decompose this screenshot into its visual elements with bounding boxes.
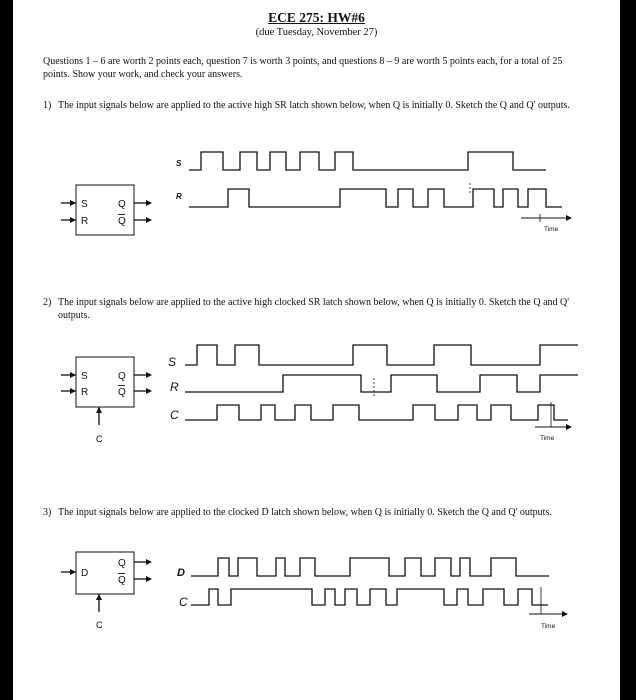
homework-page xyxy=(13,0,620,700)
waveform-r xyxy=(189,189,562,207)
latch-output-qbar: Q xyxy=(118,387,126,398)
waveform-s xyxy=(185,345,578,365)
signal-label-s: S xyxy=(176,159,182,168)
time-label: Time xyxy=(541,623,556,630)
latch-input-d: D xyxy=(81,568,89,579)
signal-label-c: C xyxy=(179,595,188,609)
sr-latch-1 xyxy=(61,185,152,235)
clock-label: C xyxy=(96,620,103,630)
page-subtitle: (due Tuesday, November 27) xyxy=(255,27,378,38)
time-axis-3 xyxy=(529,587,568,630)
waveform-d xyxy=(191,558,549,576)
time-label: Time xyxy=(540,435,555,442)
waveform-c xyxy=(185,405,568,420)
question-number: 2) xyxy=(43,297,52,308)
signal-label-r: R xyxy=(176,192,182,201)
latch-output-qbar: Q xyxy=(118,216,126,227)
question-number: 3) xyxy=(43,507,52,518)
question-text: The input signals below are applied to the active high clocked SR latch shown below, when Q is initially 0. Sketch the Q and Q' outputs. xyxy=(58,297,570,321)
question-text: The input signals below are applied to the active high SR latch shown below, when Q is initially 0. Sketch the Q and Q' outputs. xyxy=(58,100,570,111)
question-text: The input signals below are applied to the clocked D latch shown below, when Q is initially 0. Sketch the Q and Q' outputs. xyxy=(58,507,552,518)
question-number: 1) xyxy=(43,100,52,111)
latch-input-r: R xyxy=(81,216,89,227)
signal-label-r: R xyxy=(170,380,179,394)
latch-input-s: S xyxy=(81,371,88,382)
clock-label: C xyxy=(96,434,103,444)
time-label: Time xyxy=(544,226,559,233)
clocked-sr-latch xyxy=(61,357,152,444)
time-axis-1 xyxy=(521,214,572,233)
figures-layer xyxy=(13,0,620,700)
waveform-c xyxy=(191,589,548,605)
signal-label-s: S xyxy=(168,355,177,369)
signal-label-c: C xyxy=(170,408,179,422)
latch-output-q: Q xyxy=(118,199,126,210)
waveform-s xyxy=(189,152,546,170)
latch-output-qbar: Q xyxy=(118,575,126,586)
latch-input-r: R xyxy=(81,387,89,398)
intro-paragraph: Questions 1 – 6 are worth 2 points each, question 7 is worth 3 points, and questions 8 – 9 are worth 5 points each, for a total of 25 points. Show your work, and check your answers. xyxy=(43,56,563,80)
latch-output-q: Q xyxy=(118,558,126,569)
waveform-r xyxy=(185,375,578,392)
page-title: ECE 275: HW#6 xyxy=(268,10,365,25)
latch-input-s: S xyxy=(81,199,88,210)
signal-label-d: D xyxy=(177,567,185,579)
clocked-d-latch xyxy=(61,552,152,630)
latch-output-q: Q xyxy=(118,371,126,382)
